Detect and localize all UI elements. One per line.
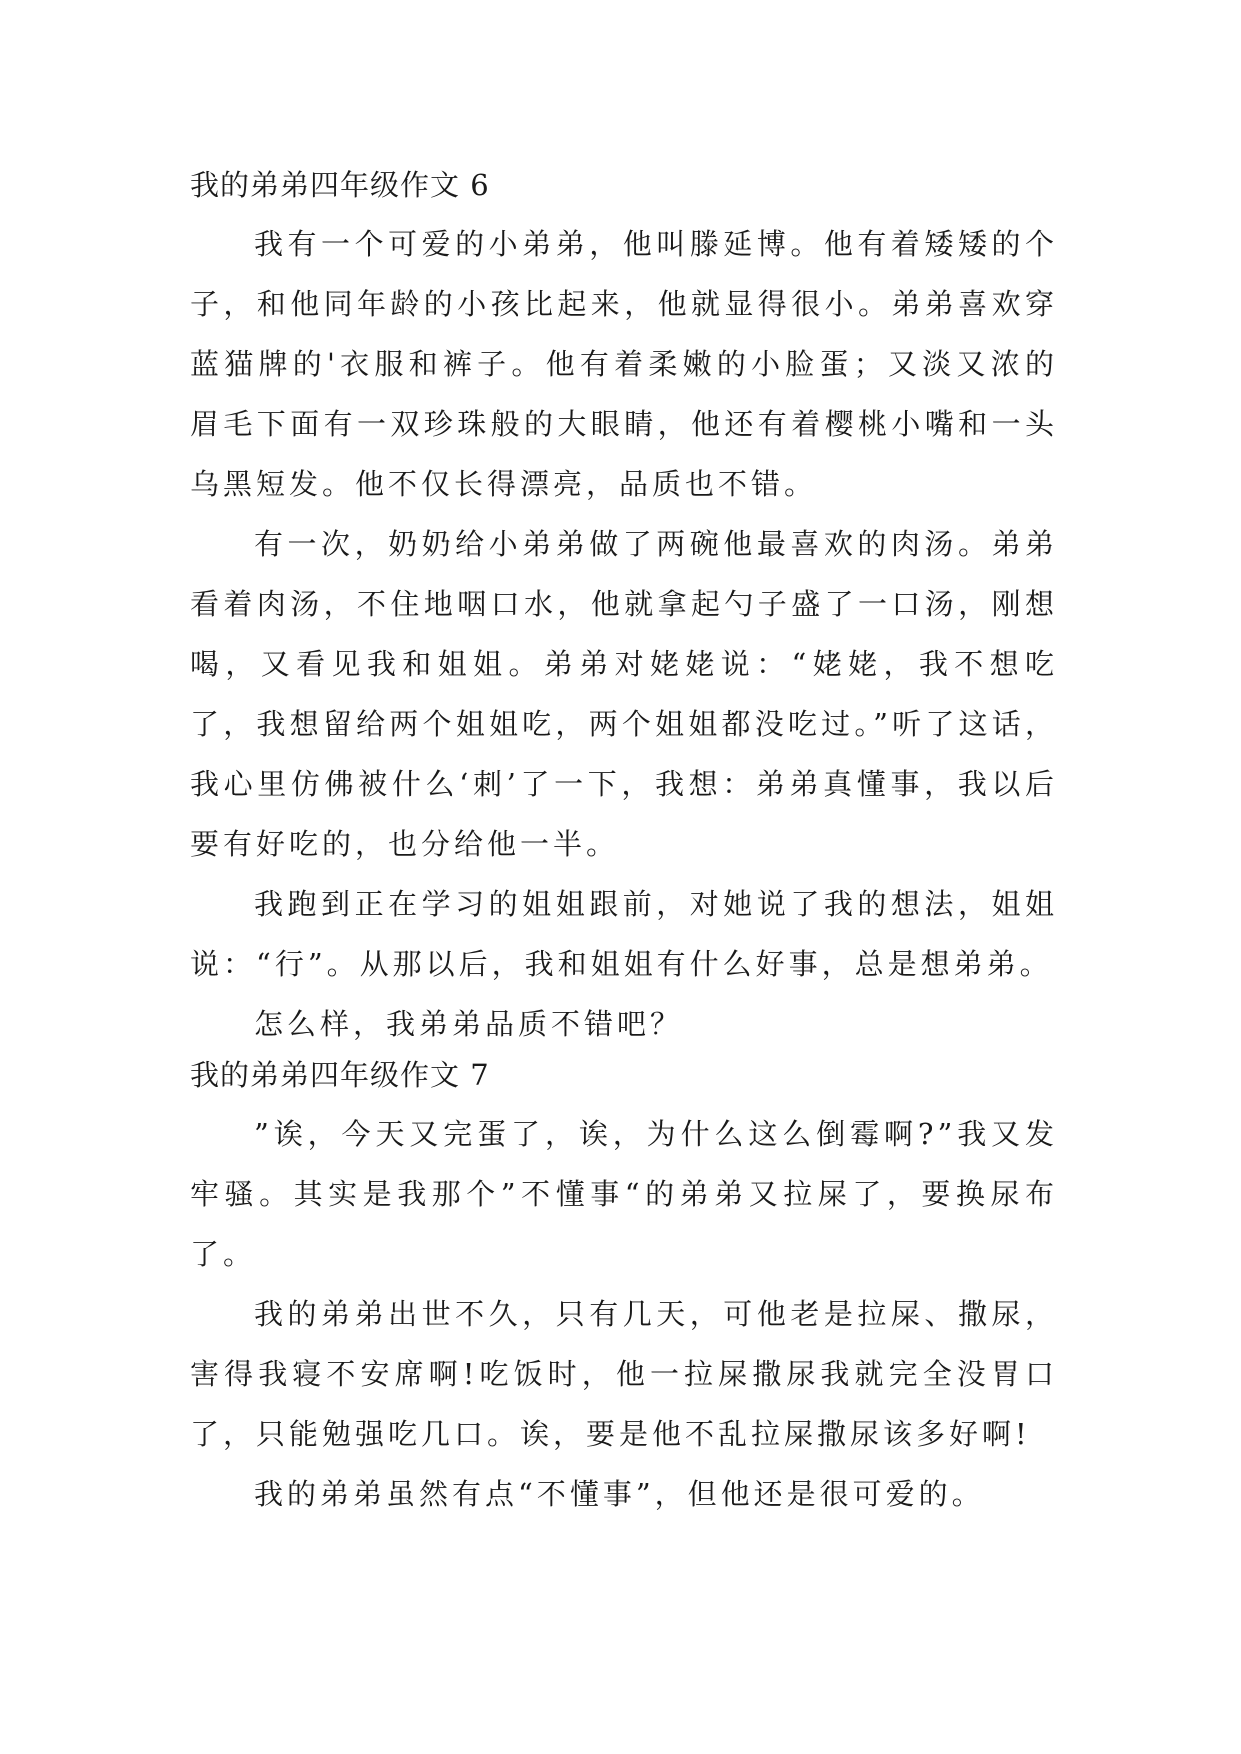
essay-paragraph: 我有一个可爱的小弟弟，他叫滕延博。他有着矮矮的个子，和他同年龄的小孩比起来，他就显得很小。弟弟喜欢穿蓝猫牌的'衣服和裤子。他有着柔嫩的小脸蛋；又淡又浓的眉毛下面有一双珍珠般的大眼睛，他还有着樱桃小嘴和一头乌黑短发。他不仅长得漂亮，品质也不错。 xyxy=(190,227,1058,501)
essay-paragraph: 有一次，奶奶给小弟弟做了两碗他最喜欢的肉汤。弟弟看着肉汤，不住地咽口水，他就拿起勺子盛了一口汤，刚想喝，又看见我和姐姐。弟弟对姥姥说：“姥姥，我不想吃了，我想留给两个姐姐吃，两个姐姐都没吃过。”听了这话，我心里仿佛被什么‘刺’了一下，我想：弟弟真懂事，我以后要有好吃的，也分给他一半。 xyxy=(190,527,1058,861)
essay-paragraph: ”诶，今天又完蛋了，诶，为什么这么倒霉啊?”我又发牢骚。其实是我那个”不懂事“的弟弟又拉屎了，要换尿布了。 xyxy=(190,1117,1058,1271)
essay-paragraph: 我跑到正在学习的姐姐跟前，对她说了我的想法，姐姐说：“行”。从那以后，我和姐姐有什么好事，总是想弟弟。 xyxy=(190,887,1058,981)
essay-6 xyxy=(190,160,1058,1054)
essay-paragraph: 我的弟弟出世不久，只有几天，可他老是拉屎、撒尿，害得我寝不安席啊!吃饭时，他一拉屎撒尿我就完全没胃口了，只能勉强吃几口。诶，要是他不乱拉屎撒尿该多好啊! xyxy=(190,1297,1058,1451)
essay-title: 我的弟弟四年级作文 7 xyxy=(190,1058,490,1092)
essay-title: 我的弟弟四年级作文 6 xyxy=(190,168,490,202)
essay-paragraph: 怎么样，我弟弟品质不错吧？ xyxy=(254,1007,684,1041)
essay-paragraph: 我的弟弟虽然有点“不懂事”，但他还是很可爱的。 xyxy=(254,1477,985,1511)
essay-7 xyxy=(190,1050,1058,1524)
